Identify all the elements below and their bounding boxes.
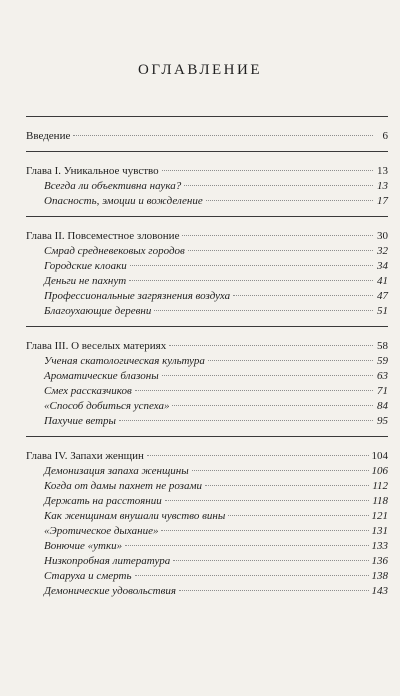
toc-subentry[interactable] [26, 194, 388, 209]
dot-leader [154, 310, 373, 311]
dot-leader [161, 530, 368, 531]
section-gap [26, 319, 388, 326]
section-rule [26, 151, 388, 164]
dot-leader [184, 185, 373, 186]
dot-leader [162, 170, 373, 171]
toc-subentry[interactable] [26, 289, 388, 304]
toc-entry-title: Глава I. Уникальное чувство [26, 165, 159, 177]
dot-leader [129, 280, 373, 281]
toc-entry-title: Глава II. Повсеместное зловоние [26, 230, 180, 242]
dot-leader [135, 390, 373, 391]
toc-page-number: 84 [377, 400, 388, 412]
toc-page-number: 17 [377, 195, 388, 207]
toc-entry-title: Пахучие ветры [44, 415, 116, 427]
toc-page-number: 143 [371, 585, 388, 597]
toc-entry-title: Опасность, эмоции и вожделение [44, 195, 203, 207]
toc-page-number: 138 [371, 570, 388, 582]
toc-chapter-entry[interactable] [26, 449, 388, 464]
toc-subentry[interactable] [26, 554, 388, 569]
toc-subentry[interactable] [26, 369, 388, 384]
toc-page-number: 112 [372, 480, 388, 492]
toc-page-number: 32 [377, 245, 388, 257]
dot-leader [130, 265, 373, 266]
toc-chapter-entry[interactable] [26, 164, 388, 179]
toc-entry-title: «Эротическое дыхание» [44, 525, 159, 537]
dot-leader [147, 455, 369, 456]
toc-page-number: 106 [371, 465, 388, 477]
dot-leader [135, 575, 369, 576]
toc-entry-title: Вонючие «утки» [44, 540, 123, 552]
toc-subentry[interactable] [26, 524, 388, 539]
toc-entry-title: Смрад средневековых городов [44, 245, 185, 257]
toc-page-number: 59 [377, 355, 388, 367]
dot-leader [162, 375, 373, 376]
toc-page-number: 30 [377, 230, 388, 242]
dot-leader [205, 485, 369, 486]
table-of-contents [26, 116, 388, 599]
toc-page-number: 71 [377, 385, 388, 397]
dot-leader [169, 345, 373, 346]
dot-leader [179, 590, 368, 591]
dot-leader [172, 405, 373, 406]
toc-entry-title: Введение [26, 130, 71, 142]
toc-page-number: 95 [377, 415, 388, 427]
toc-entry-title: Демонические удовольствия [44, 585, 177, 597]
toc-entry-title: Деньги не пахнут [44, 275, 127, 287]
toc-subentry[interactable] [26, 494, 388, 509]
toc-entry-title: Профессиональные загрязнения воздуха [44, 290, 231, 302]
toc-subentry[interactable] [26, 479, 388, 494]
toc-subentry[interactable] [26, 304, 388, 319]
toc-entry-title: Благоухающие деревни [44, 305, 152, 317]
toc-page-number: 118 [372, 495, 388, 507]
toc-chapter-entry[interactable] [26, 229, 388, 244]
toc-entry-title: Демонизация запаха женщины [44, 465, 189, 477]
toc-subentry[interactable] [26, 259, 388, 274]
dot-leader [73, 135, 373, 136]
page-title: ОГЛАВЛЕНИЕ [138, 62, 262, 78]
section-rule [26, 216, 388, 229]
toc-subentry[interactable] [26, 569, 388, 584]
dot-leader [125, 545, 368, 546]
dot-leader [182, 235, 373, 236]
toc-entry-title: Смех рассказчиков [44, 385, 132, 397]
toc-page-number: 13 [377, 165, 388, 177]
toc-page-number: 131 [371, 525, 388, 537]
toc-subentry[interactable] [26, 399, 388, 414]
toc-page-number: 136 [371, 555, 388, 567]
toc-page-number: 58 [377, 340, 388, 352]
toc-page-number: 63 [377, 370, 388, 382]
dot-leader [119, 420, 373, 421]
section-rule [26, 116, 388, 129]
toc-page-number: 104 [371, 450, 388, 462]
toc-subentry[interactable] [26, 539, 388, 554]
toc-chapter-entry[interactable] [26, 339, 388, 354]
dot-leader [165, 500, 370, 501]
toc-subentry[interactable] [26, 414, 388, 429]
section-rule [26, 436, 388, 449]
toc-entry-title: Как женщинам внушали чувство вины [44, 510, 226, 522]
toc-subentry[interactable] [26, 509, 388, 524]
toc-subentry[interactable] [26, 584, 388, 599]
toc-page-number: 47 [377, 290, 388, 302]
dot-leader [228, 515, 368, 516]
toc-subentry[interactable] [26, 464, 388, 479]
toc-page-number: 133 [371, 540, 388, 552]
toc-entry-title: Низкопробная литература [44, 555, 171, 567]
toc-page-number: 41 [377, 275, 388, 287]
dot-leader [192, 470, 369, 471]
dot-leader [173, 560, 368, 561]
dot-leader [233, 295, 373, 296]
dot-leader [208, 360, 373, 361]
toc-page-number: 6 [382, 130, 388, 142]
section-gap [26, 144, 388, 151]
toc-entry-title: Держать на расстоянии [44, 495, 162, 507]
toc-entry-title: Городские клоаки [44, 260, 127, 272]
section-gap [26, 429, 388, 436]
toc-entry-title: Когда от дамы пахнет не розами [44, 480, 202, 492]
section-gap [26, 209, 388, 216]
toc-subentry[interactable] [26, 179, 388, 194]
toc-subentry[interactable] [26, 244, 388, 259]
toc-page-number: 13 [377, 180, 388, 192]
toc-entry-title: Старуха и смерть [44, 570, 132, 582]
toc-subentry[interactable] [26, 274, 388, 289]
toc-chapter-entry[interactable] [26, 129, 388, 144]
toc-entry-title: «Способ добиться успеха» [44, 400, 170, 412]
toc-entry-title: Глава IV. Запахи женщин [26, 450, 144, 462]
toc-page-number: 121 [371, 510, 388, 522]
dot-leader [206, 200, 373, 201]
toc-subentry[interactable] [26, 384, 388, 399]
toc-entry-title: Всегда ли объективна наука? [44, 180, 182, 192]
toc-entry-title: Ученая скатологическая культура [44, 355, 205, 367]
toc-subentry[interactable] [26, 354, 388, 369]
section-rule [26, 326, 388, 339]
dot-leader [188, 250, 373, 251]
toc-page-number: 51 [377, 305, 388, 317]
toc-page-number: 34 [377, 260, 388, 272]
toc-entry-title: Ароматические блазоны [44, 370, 159, 382]
toc-entry-title: Глава III. О веселых материях [26, 340, 167, 352]
